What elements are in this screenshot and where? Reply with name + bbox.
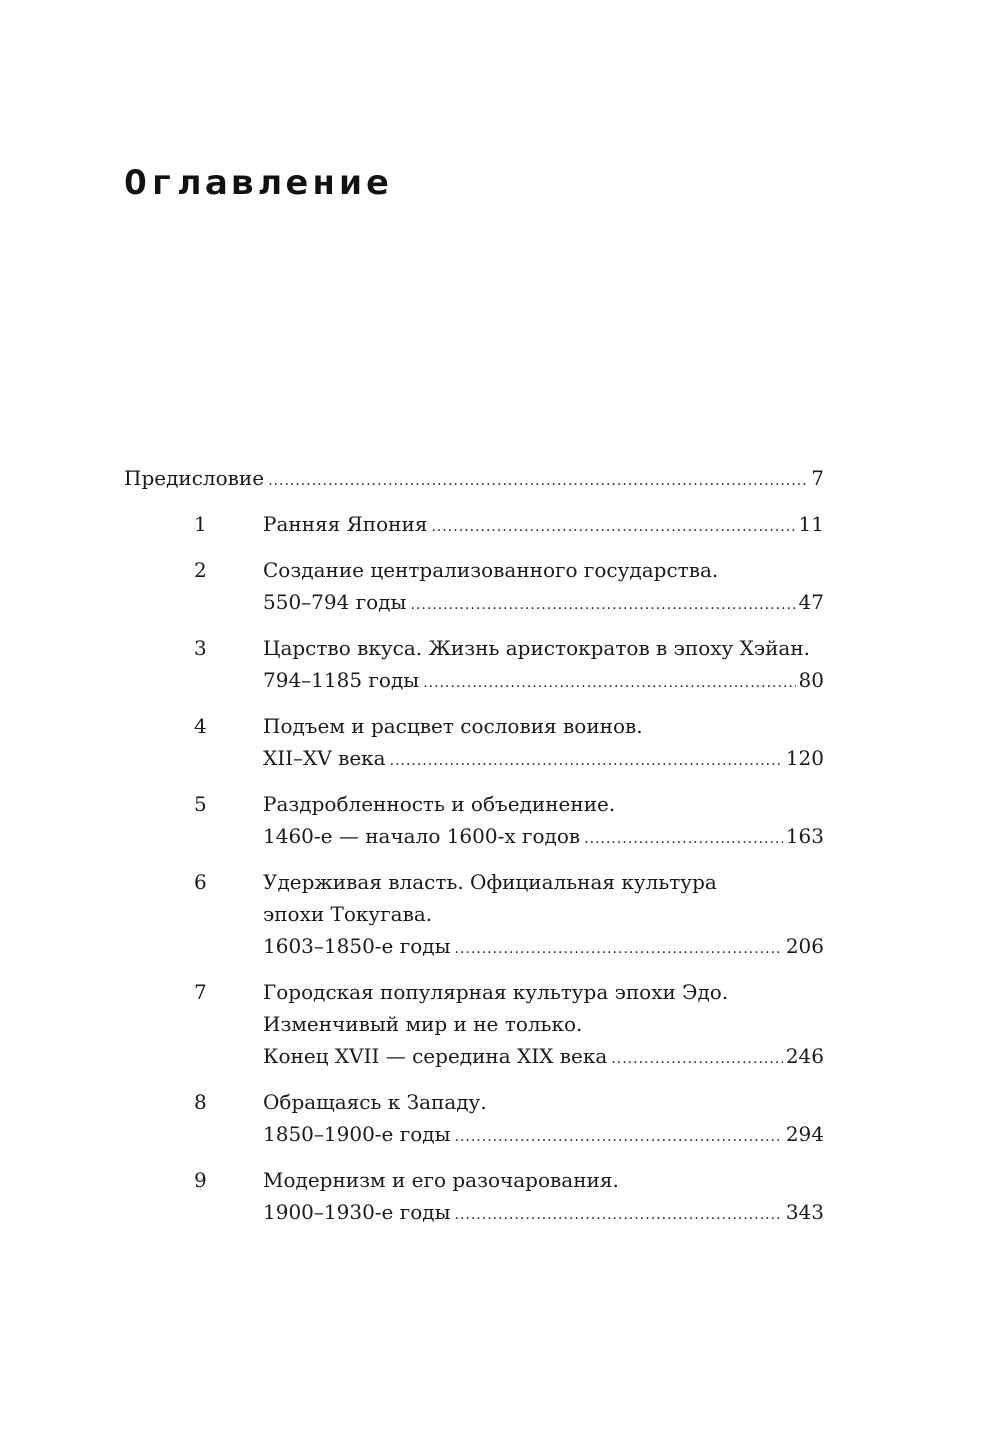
- toc-line: [263, 1008, 824, 1040]
- toc-page-number: 11: [798, 512, 824, 536]
- dot-leader: [390, 745, 783, 777]
- chapter-title-line: Удерживая власть. Официальная культура: [263, 870, 717, 894]
- dot-leader: [455, 933, 783, 965]
- toc-entry-chapter-2[interactable]: [124, 554, 824, 618]
- toc-page-number: 80: [798, 668, 824, 692]
- toc-page-number: 206: [785, 934, 824, 958]
- toc-page-number: 343: [785, 1200, 824, 1224]
- dot-leader: [455, 1121, 783, 1153]
- chapter-number: 2: [194, 558, 207, 582]
- toc-line: [263, 554, 824, 586]
- toc-page-number: 120: [785, 746, 824, 770]
- toc-line: [263, 898, 824, 930]
- toc-entry-title: Предисловие: [124, 466, 265, 490]
- chapter-number: 8: [194, 1090, 207, 1114]
- chapter-title-line: 550–794 годы: [263, 590, 407, 614]
- toc-line: [263, 586, 824, 618]
- toc-entry-chapter-8[interactable]: [124, 1086, 824, 1150]
- chapter-number: 7: [194, 980, 207, 1004]
- toc-entry-chapter-4[interactable]: [124, 710, 824, 774]
- page-title: Оглавление: [124, 163, 393, 202]
- toc-line: [263, 930, 824, 962]
- toc-line: [263, 710, 824, 742]
- toc-line: [263, 742, 824, 774]
- chapter-title-line: Городская популярная культура эпохи Эдо.: [263, 980, 729, 1004]
- dot-leader: [611, 1043, 783, 1075]
- toc-entry-chapter-1[interactable]: [124, 508, 824, 540]
- dot-leader: [584, 823, 783, 855]
- toc-page-number: 294: [785, 1122, 824, 1146]
- chapter-number: 4: [194, 714, 207, 738]
- chapter-title-line: 1900–1930-е годы: [263, 1200, 451, 1224]
- table-of-contents: [124, 462, 824, 1242]
- chapter-title-line: Конец XVII — середина XIX века: [263, 1044, 608, 1068]
- toc-page-number: 47: [798, 590, 824, 614]
- dot-leader: [410, 589, 795, 621]
- chapter-list: [124, 508, 824, 1228]
- toc-line: [263, 632, 824, 664]
- toc-page-number: 163: [785, 824, 824, 848]
- chapter-title-line: XII–XV века: [263, 746, 386, 770]
- chapter-title-line: 1460-е — начало 1600-х годов: [263, 824, 581, 848]
- dot-leader: [268, 465, 808, 497]
- chapter-number: 5: [194, 792, 207, 816]
- chapter-title-line: Создание централизованного государства.: [263, 558, 719, 582]
- chapter-title-line: Ранняя Япония: [263, 512, 428, 536]
- chapter-number: 6: [194, 870, 207, 894]
- chapter-title-line: эпохи Токугава.: [263, 902, 433, 926]
- toc-line: [263, 976, 824, 1008]
- toc-entry-preface[interactable]: [124, 462, 824, 494]
- toc-line: [263, 866, 824, 898]
- toc-line: [263, 664, 824, 696]
- chapter-title-line: Изменчивый мир и не только.: [263, 1012, 583, 1036]
- toc-entry-chapter-6[interactable]: [124, 866, 824, 962]
- chapter-title-line: Обращаясь к Западу.: [263, 1090, 487, 1114]
- chapter-title-line: Модернизм и его разочарования.: [263, 1168, 619, 1192]
- dot-leader: [431, 511, 795, 543]
- toc-entry-chapter-3[interactable]: [124, 632, 824, 696]
- chapter-number: 1: [194, 512, 207, 536]
- toc-entry-chapter-9[interactable]: [124, 1164, 824, 1228]
- chapter-number: 9: [194, 1168, 207, 1192]
- toc-page-number: 7: [811, 466, 824, 490]
- toc-line: [263, 1118, 824, 1150]
- toc-line: [263, 820, 824, 852]
- chapter-title-line: Царство вкуса. Жизнь аристократов в эпоху Хэйан.: [263, 636, 811, 660]
- toc-line: [124, 462, 824, 494]
- toc-line: [263, 1040, 824, 1072]
- toc-line: [263, 1164, 824, 1196]
- toc-line: [263, 508, 824, 540]
- toc-entry-chapter-5[interactable]: [124, 788, 824, 852]
- chapter-title-line: Подъем и расцвет сословия воинов.: [263, 714, 643, 738]
- chapter-number: 3: [194, 636, 207, 660]
- toc-entry-chapter-7[interactable]: [124, 976, 824, 1072]
- toc-page-number: 246: [785, 1044, 824, 1068]
- toc-line: [263, 1086, 824, 1118]
- chapter-title-line: Раздробленность и объединение.: [263, 792, 616, 816]
- chapter-title-line: 794–1185 годы: [263, 668, 420, 692]
- chapter-title-line: 1603–1850-е годы: [263, 934, 451, 958]
- chapter-title-line: 1850–1900-е годы: [263, 1122, 451, 1146]
- dot-leader: [455, 1199, 783, 1231]
- toc-line: [263, 1196, 824, 1228]
- toc-line: [263, 788, 824, 820]
- dot-leader: [423, 667, 795, 699]
